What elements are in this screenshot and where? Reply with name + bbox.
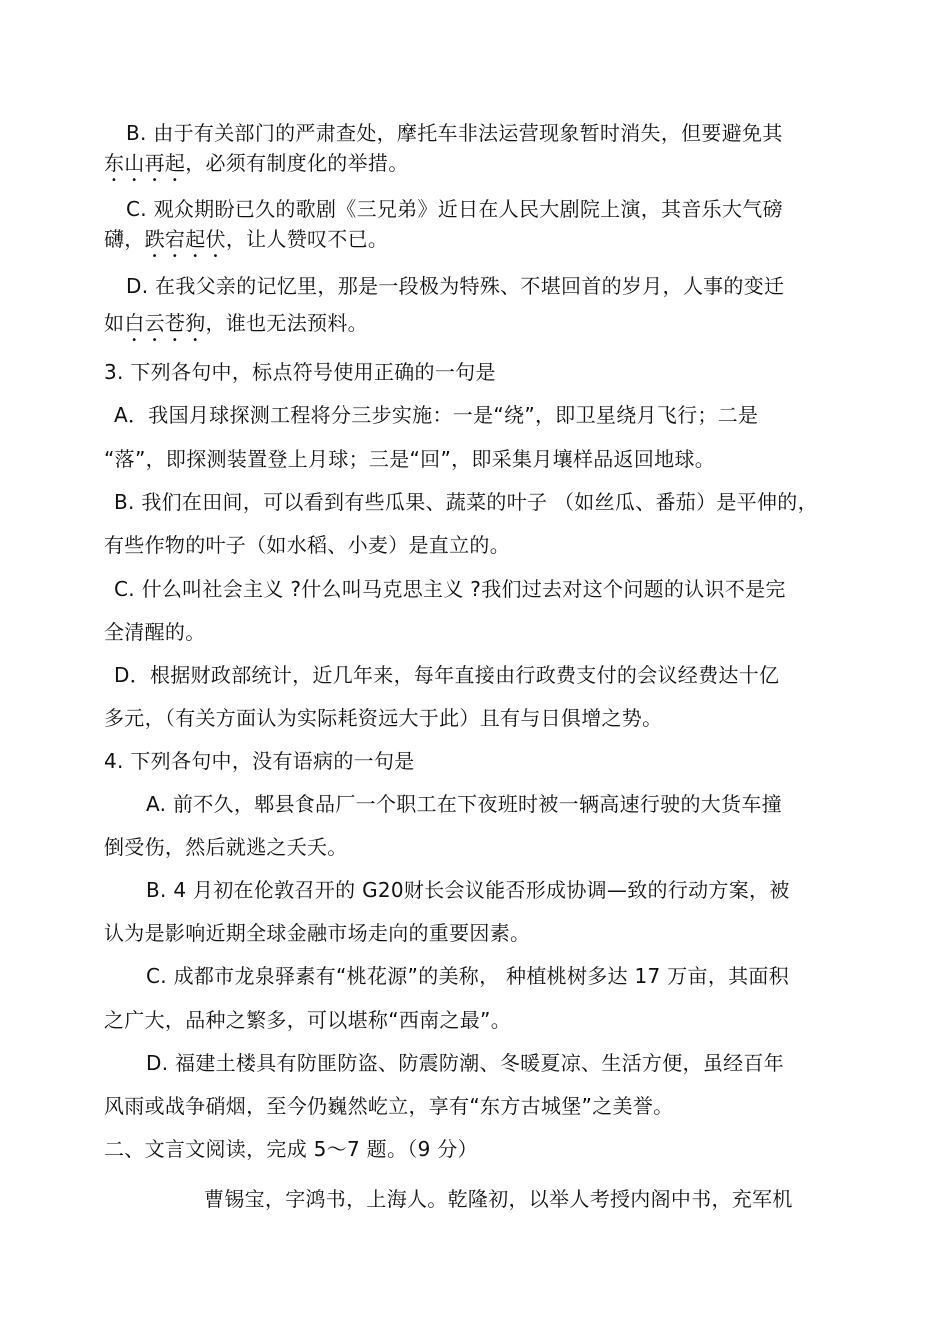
q2-option-c-line-2: 礴，跌宕起伏，让人赞叹不已。 bbox=[104, 227, 389, 251]
q4-option-c-line-2: 之广大，品种之繁多，可以堪称“西南之最”。 bbox=[104, 1008, 512, 1032]
q4-option-d-line-1: D. 福建土楼具有防匪防盗、防震防潮、冬暖夏凉、生活方便，虽经百年 bbox=[146, 1051, 785, 1075]
q3-option-d-line-1: D．根据财政部统计，近几年来，每年直接由行政费支付的会议经费达十亿 bbox=[114, 663, 780, 687]
emphasized-phrase: 跌宕起伏 bbox=[144, 227, 226, 251]
emphasized-phrase: 白云苍狗 bbox=[124, 311, 206, 335]
q3-option-b-line-1: B. 我们在田间，可以看到有些瓜果、蔬菜的叶子 （如丝瓜、番茄）是平伸的， bbox=[114, 490, 818, 514]
q3-option-a-line-2: “落”，即探测装置登上月球；三是“回”，即采集月壤样品返回地球。 bbox=[104, 447, 716, 471]
q3-option-c-line-2: 全清醒的。 bbox=[104, 620, 206, 644]
q4-option-d-line-2: 风雨或战争硝烟，至今仍巍然屹立，享有“东方古城堡”之美誉。 bbox=[104, 1094, 674, 1118]
q4-option-b-line-2: 认为是影响近期全球金融市场走向的重要因素。 bbox=[104, 921, 531, 945]
q4-option-b-line-1: B. 4 月初在伦敦召开的 G20财长会议能否形成协调—致的行动方案，被 bbox=[146, 878, 790, 902]
q3-option-c-line-1: C. 什么叫社会主义 ?什么叫马克思主义 ?我们过去对这个问题的认识不是完 bbox=[114, 577, 786, 601]
q2-option-b-line-2: 东山再起，必须有制度化的举措。 bbox=[104, 151, 409, 175]
q4-heading: 4. 下列各句中，没有语病的一句是 bbox=[104, 749, 415, 773]
q2-option-b-line-1: B. 由于有关部门的严肃查处，摩托车非法运营现象暂时消失，但要避免其 bbox=[126, 121, 783, 145]
section-2-heading: 二、文言文阅读，完成 5～7 题。（9 分） bbox=[104, 1137, 478, 1161]
q4-option-a-line-2: 倒受伤，然后就逃之夭夭。 bbox=[104, 835, 348, 859]
passage-line-1: 曹锡宝，字鸿书，上海人。乾隆初，以举人考授内阁中书，充军机 bbox=[204, 1187, 793, 1211]
q2-option-d-line-1: D. 在我父亲的记忆里，那是一段极为特殊、不堪回首的岁月，人事的变迁 bbox=[126, 274, 785, 298]
q3-option-b-line-2: 有些作物的叶子（如水稻、小麦）是直立的。 bbox=[104, 533, 510, 557]
q4-option-c-line-1: C. 成都市龙泉驿素有“桃花源”的美称， 种植桃树多达 17 万亩，其面积 bbox=[146, 964, 790, 988]
q2-option-c-line-1: C. 观众期盼已久的歌剧《三兄弟》近日在人民大剧院上演，其音乐大气磅 bbox=[126, 197, 783, 221]
q3-heading: 3. 下列各句中，标点符号使用正确的一句是 bbox=[104, 360, 496, 384]
q3-option-a-line-1: A．我国月球探测工程将分三步实施：一是“绕”，即卫星绕月飞行；二是 bbox=[114, 403, 759, 427]
emphasized-phrase: 东山再起 bbox=[104, 151, 186, 175]
q4-option-a-line-1: A. 前不久，郫县食品厂一个职工在下夜班时被一辆高速行驶的大货车撞 bbox=[146, 792, 782, 816]
q3-option-d-line-2: 多元，（有关方面认为实际耗资远大于此）且有与日俱增之势。 bbox=[104, 706, 663, 730]
q2-option-d-line-2: 如白云苍狗，谁也无法预料。 bbox=[104, 311, 368, 335]
